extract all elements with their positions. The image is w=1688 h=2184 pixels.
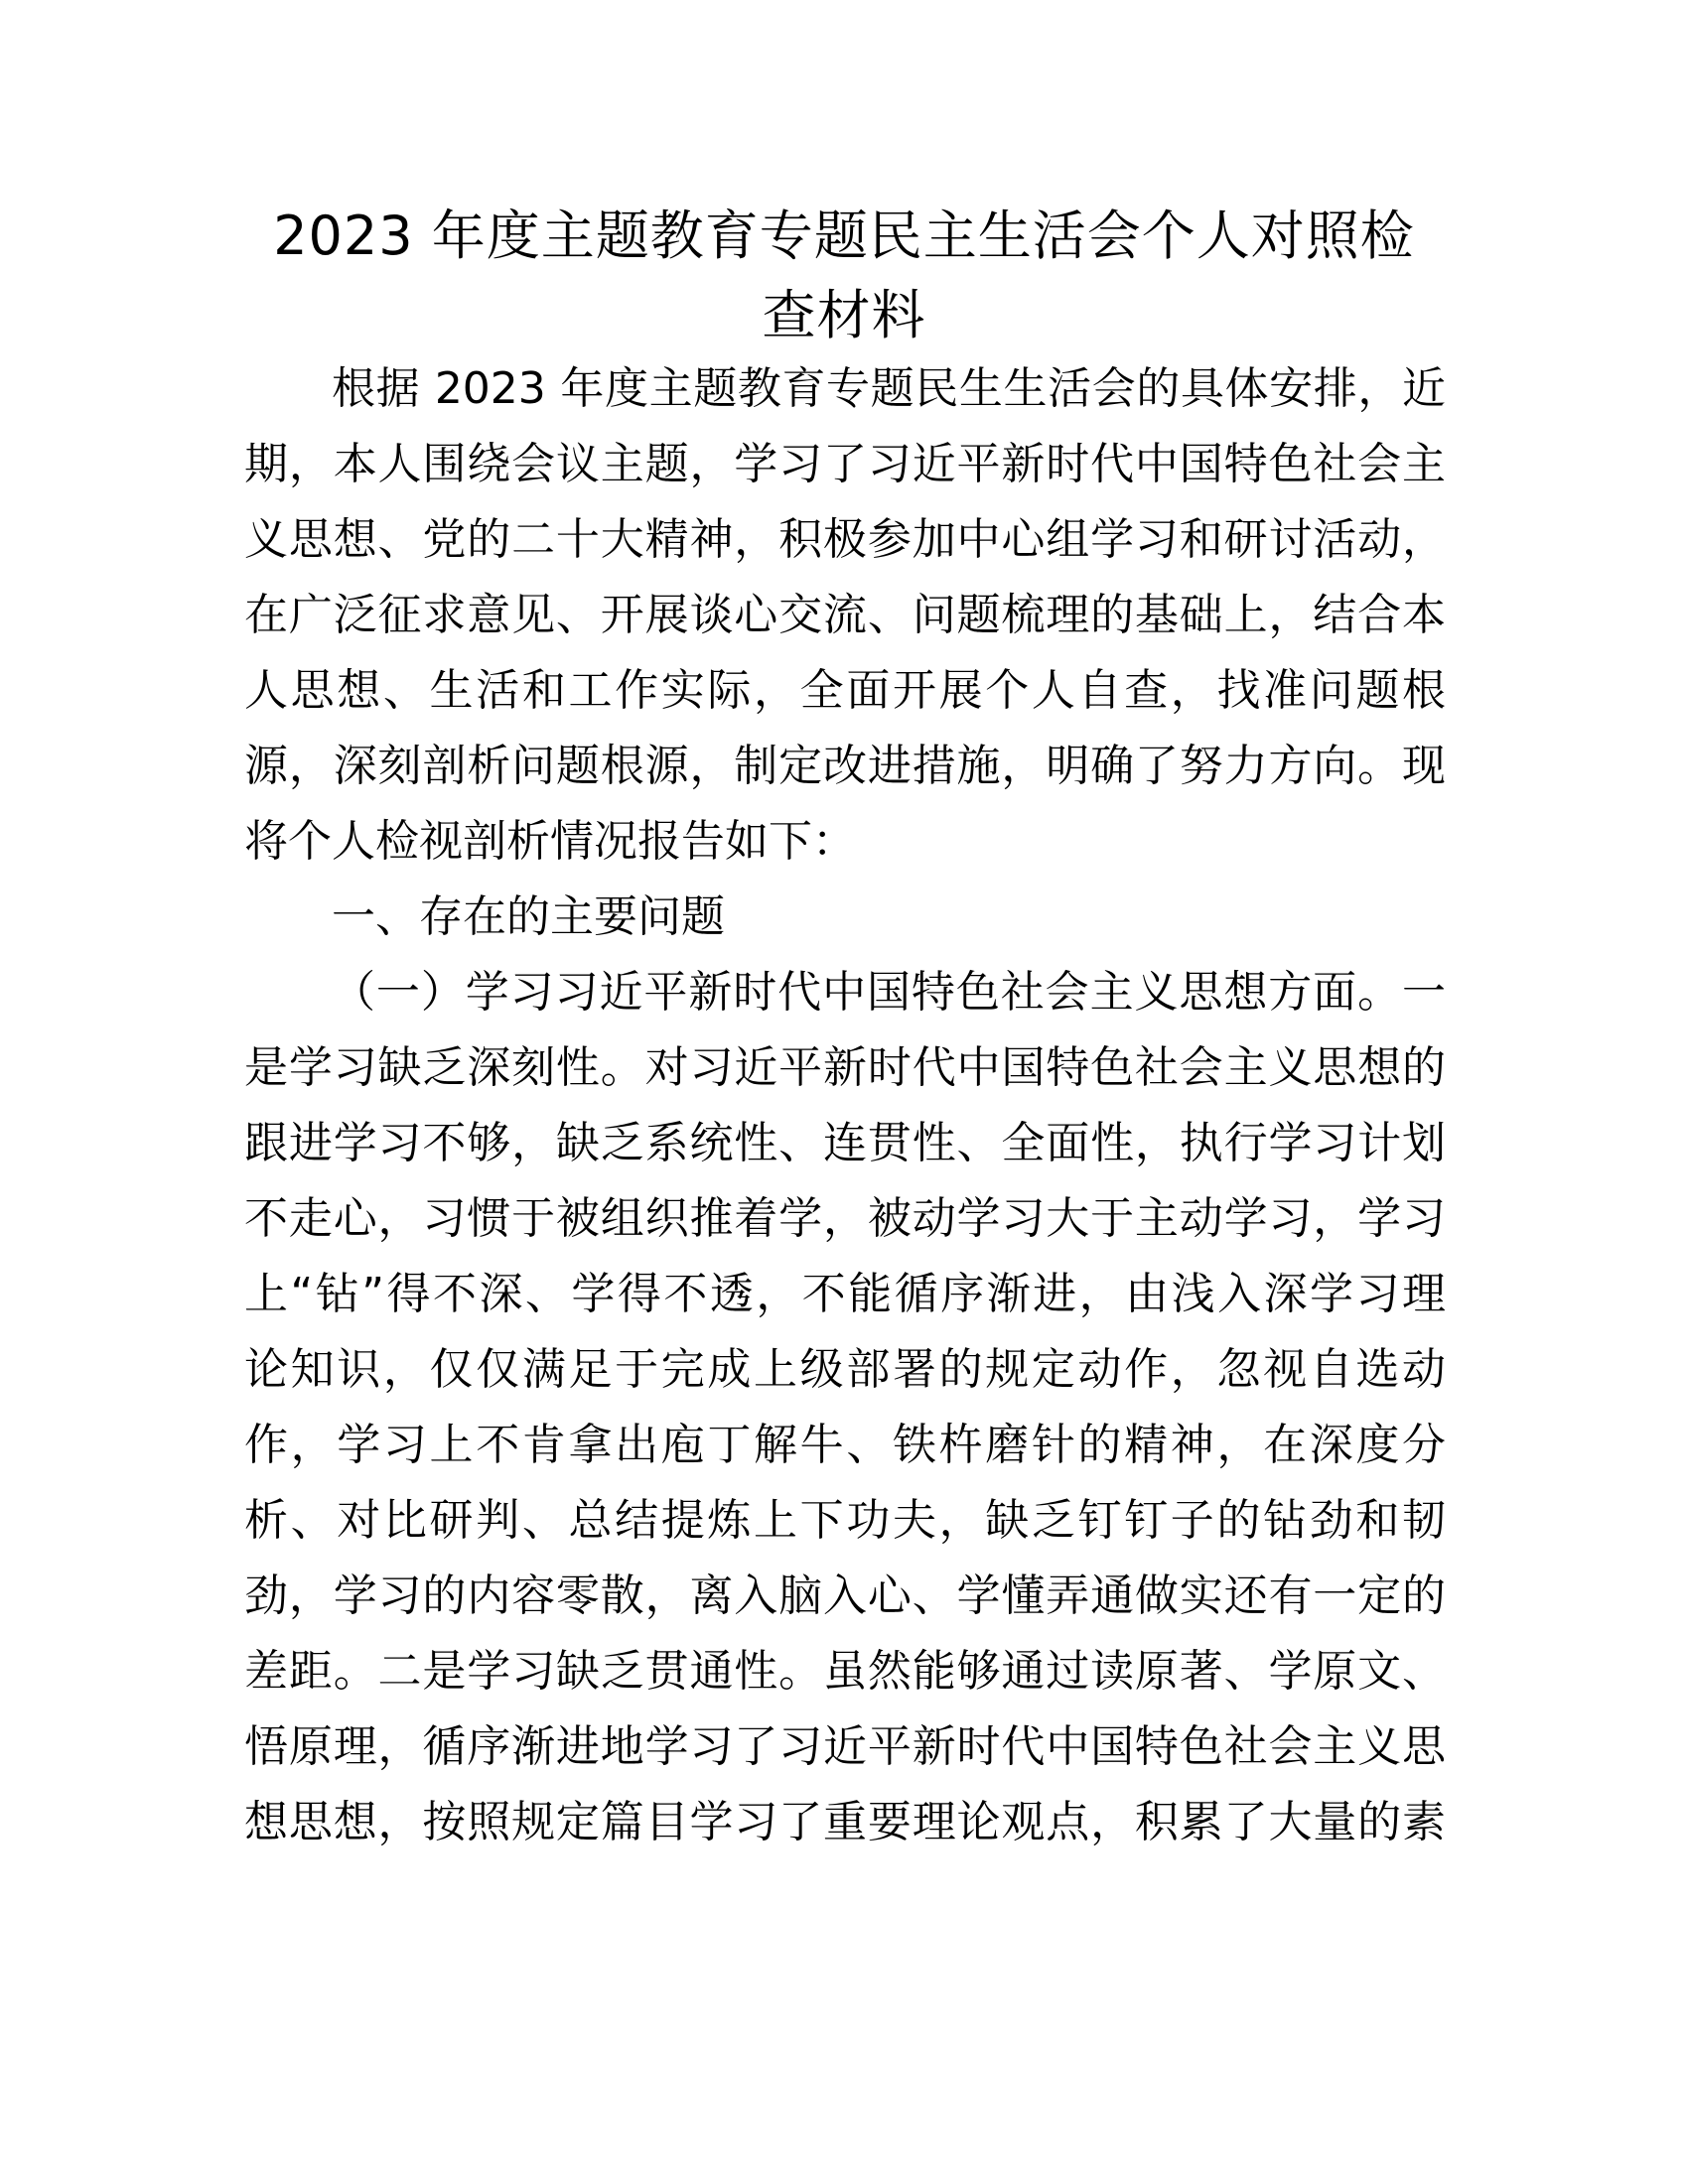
- document-title: [238, 197, 1450, 355]
- text-line: 劲，学习的内容零散，离入脑入心、学懂弄通做实还有一定的: [244, 1570, 1446, 1621]
- text-line: 不走心，习惯于被组织推着学，被动学习大于主动学习，学习: [244, 1193, 1446, 1244]
- text-line: 期，本人围绕会议主题，学习了习近平新时代中国特色社会主: [244, 439, 1446, 489]
- text-line: 在广泛征求意见、开展谈心交流、问题梳理的基础上，结合本: [244, 590, 1446, 640]
- text-line: 差距。二是学习缺乏贯通性。虽然能够通过读原著、学原文、: [244, 1646, 1446, 1697]
- title-line: 查材料: [762, 284, 926, 346]
- text-line: 根据 2023 年度主题教育专题民生生活会的具体安排，近: [332, 363, 1446, 414]
- text-line: 跟进学习不够，缺乏系统性、连贯性、全面性，执行学习计划: [244, 1118, 1446, 1168]
- text-line: 人思想、生活和工作实际，全面开展个人自查，找准问题根: [244, 665, 1446, 716]
- text-line: 义思想、党的二十大精神，积极参加中心组学习和研讨活动，: [244, 514, 1446, 565]
- text-line: 悟原理，循序渐进地学习了习近平新时代中国特色社会主义思: [244, 1721, 1446, 1772]
- text-line: 想思想，按照规定篇目学习了重要理论观点，积累了大量的素: [244, 1797, 1446, 1847]
- paragraph-intro: [244, 351, 1446, 880]
- text-line: 将个人检视剖析情况报告如下：: [244, 816, 856, 867]
- text-line: 是学习缺乏深刻性。对习近平新时代中国特色社会主义思想的: [244, 1042, 1446, 1093]
- text-line: 上“钻”得不深、学得不透，不能循序渐进，由浅入深学习理: [244, 1269, 1446, 1319]
- document-body: [244, 351, 1446, 1860]
- text-line: （一）学习习近平新时代中国特色社会主义思想方面。一: [332, 967, 1446, 1018]
- title-line: 2023 年度主题教育专题民主生活会个人对照检: [273, 205, 1415, 267]
- text-line: 作，学习上不肯拿出庖丁解牛、铁杵磨针的精神，在深度分: [244, 1420, 1446, 1470]
- text-line: 源，深刻剖析问题根源，制定改进措施，明确了努力方向。现: [244, 741, 1446, 791]
- text-line: 论知识，仅仅满足于完成上级部署的规定动作，忽视自选动: [244, 1344, 1446, 1395]
- section-heading: [244, 880, 1446, 955]
- text-line: 析、对比研判、总结提炼上下功夫，缺乏钉钉子的钻劲和韧: [244, 1495, 1446, 1546]
- heading-line: 一、存在的主要问题: [332, 891, 725, 942]
- paragraph-section-1: [244, 955, 1446, 1860]
